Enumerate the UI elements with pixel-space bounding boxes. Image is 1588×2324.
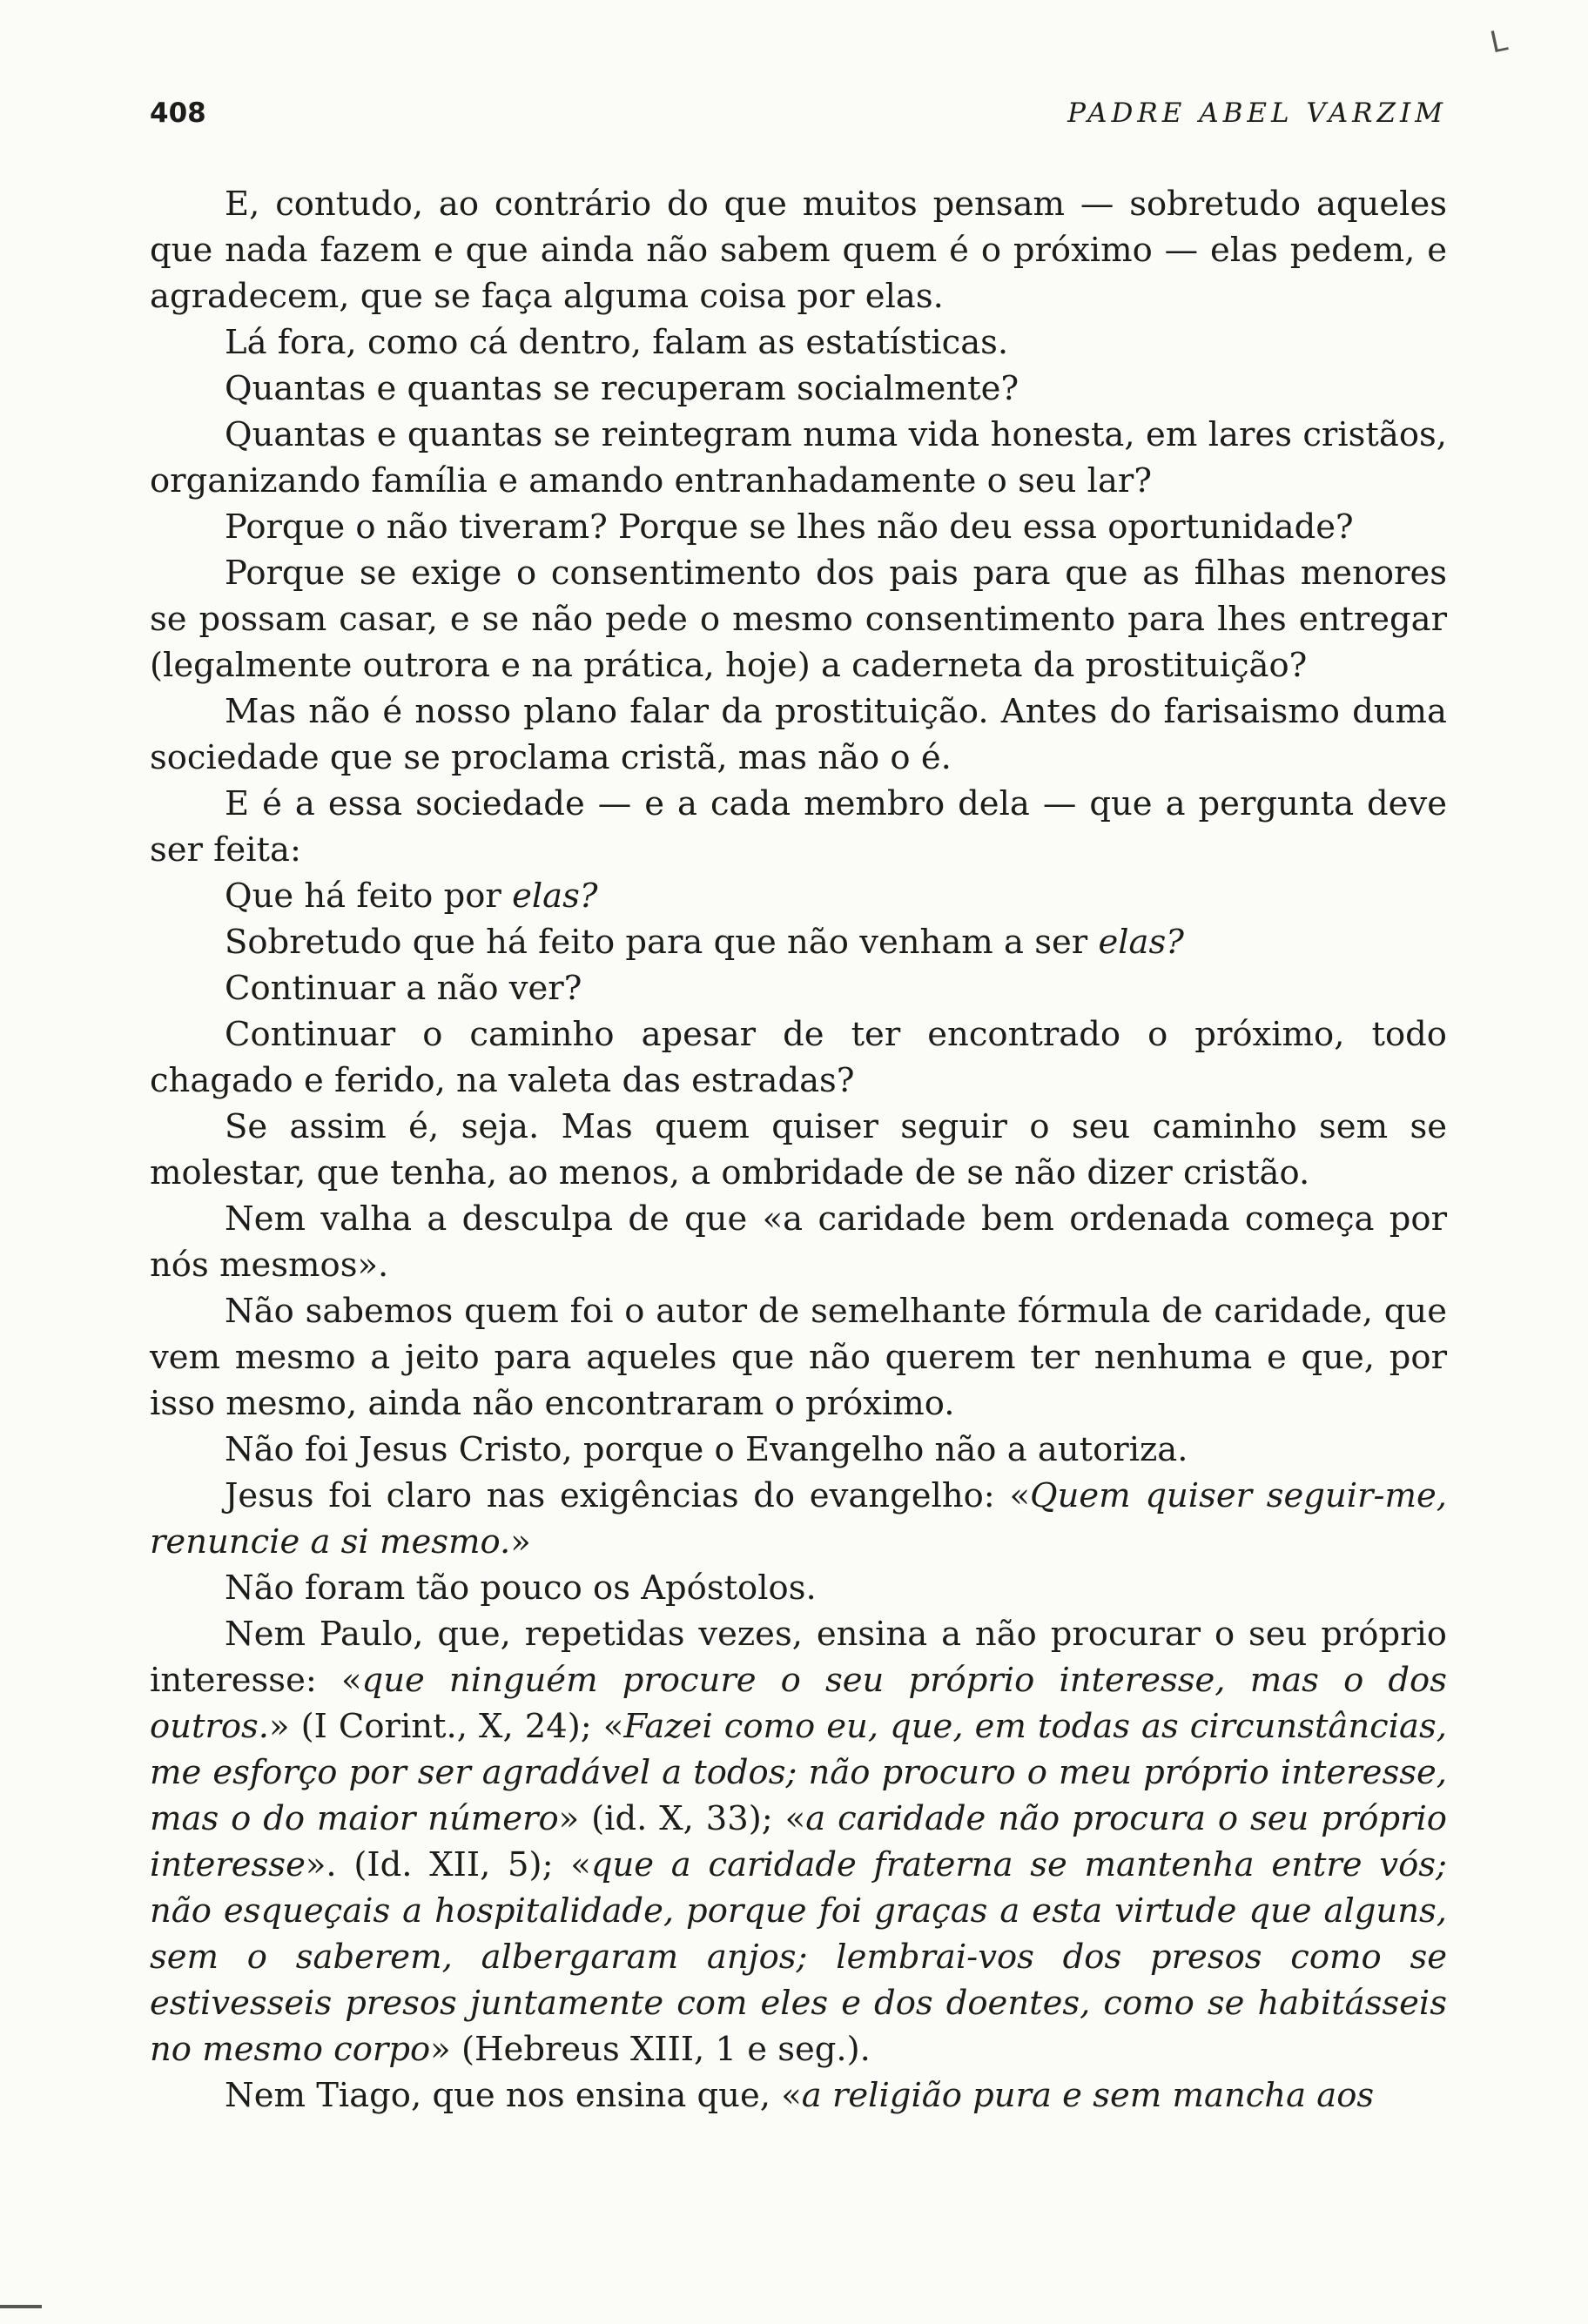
text-run: Lá fora, como cá dentro, falam as estatísticas. — [225, 323, 1009, 362]
paragraph — [150, 504, 1447, 550]
paragraph — [150, 366, 1447, 412]
paragraph — [150, 1104, 1447, 1196]
body-text — [150, 181, 1447, 2119]
text-run: Continuar a não ver? — [225, 969, 582, 1008]
paragraph — [150, 1427, 1447, 1473]
text-run: Mas não é nosso plano falar da prostituição. Antes do farisaismo duma sociedade que se proclama cristã, mas não o é. — [150, 692, 1447, 777]
paragraph — [150, 781, 1447, 873]
paragraph — [150, 1473, 1447, 1565]
text-run: » (Hebreus XIII, 1 e seg.). — [430, 2030, 871, 2069]
paragraph — [150, 319, 1447, 366]
handwritten-mark: ᒪ — [1487, 23, 1511, 61]
text-run: » (I Corint., X, 24); « — [269, 1707, 624, 1746]
scan-smudge — [0, 2305, 42, 2308]
text-run: Sobretudo que há feito para que não venham a ser — [225, 923, 1099, 962]
text-run: Não foi Jesus Cristo, porque o Evangelho não a autoriza. — [225, 1430, 1188, 1469]
italic-text: elas? — [512, 877, 598, 916]
text-run: ». (Id. XII, 5); « — [305, 1845, 591, 1884]
text-run: E é a essa sociedade — e a cada membro dela — que a pergunta deve ser feita: — [150, 784, 1447, 870]
paragraph — [150, 688, 1447, 781]
page-number: 408 — [150, 97, 206, 129]
paragraph — [150, 1288, 1447, 1427]
text-run: Nem Tiago, que nos ensina que, « — [225, 2076, 802, 2115]
text-run: Quantas e quantas se recuperam socialmente? — [225, 369, 1019, 408]
italic-text: a religião pura e sem mancha aos — [801, 2076, 1375, 2115]
paragraph — [150, 412, 1447, 504]
paragraph — [150, 1196, 1447, 1288]
text-run: Nem Paulo, que, repetidas vezes, ensina a não procurar o seu próprio interesse: « — [150, 1615, 1447, 1700]
italic-text: elas? — [1098, 923, 1184, 962]
text-run: Continuar o caminho apesar de ter encontrado o próximo, todo chagado e ferido, na valeta das estradas? — [150, 1015, 1447, 1100]
text-run: Porque o não tiveram? Porque se lhes não deu essa oportunidade? — [225, 507, 1354, 547]
text-run: » (id. X, 33); « — [558, 1799, 806, 1838]
italic-text: Quem quiser seguir-me, renuncie a si mesmo. — [150, 1476, 1447, 1562]
text-run: Se assim é, seja. Mas quem quiser seguir o seu caminho sem se molestar, que tenha, ao menos, a ombridade de se não dizer cristão. — [150, 1107, 1447, 1192]
italic-text: Fazei como eu, que, em todas as circunstâncias, me esforço por ser agradável a todos; não procuro o meu próprio interesse, mas o do maior número — [150, 1707, 1447, 1838]
page-header — [150, 97, 1447, 141]
text-run: Não sabemos quem foi o autor de semelhante fórmula de caridade, que vem mesmo a jeito para aqueles que não querem ter nenhuma e que, por isso mesmo, ainda não encontraram o próximo. — [150, 1292, 1447, 1423]
paragraph — [150, 919, 1447, 965]
paragraph — [150, 550, 1447, 688]
text-run: E, contudo, ao contrário do que muitos pensam — sobretudo aqueles que nada fazem e que ainda não sabem quem é o próximo — elas pedem, e agradecem, que se faça alguma coisa por elas. — [150, 185, 1447, 316]
running-title: PADRE ABEL VARZIM — [1067, 97, 1447, 129]
text-run: Nem valha a desculpa de que «a caridade bem ordenada começa por nós mesmos». — [150, 1199, 1447, 1285]
paragraph — [150, 2072, 1447, 2119]
paragraph — [150, 965, 1447, 1011]
paragraph — [150, 1565, 1447, 1611]
paragraph — [150, 1011, 1447, 1104]
paragraph — [150, 873, 1447, 919]
italic-text: que ninguém procure o seu próprio interesse, mas o dos outros. — [150, 1661, 1447, 1746]
italic-text: a caridade não procura o seu próprio interesse — [150, 1799, 1447, 1884]
paragraph — [150, 1611, 1447, 2072]
text-run: Porque se exige o consentimento dos pais para que as filhas menores se possam casar, e se não pede o mesmo consentimento para lhes entregar (legalmente outrora e na prática, hoje) a caderneta da prostituição? — [150, 554, 1447, 685]
text-run: Que há feito por — [225, 877, 513, 916]
text-run: Quantas e quantas se reintegram numa vida honesta, em lares cristãos, organizando família e amando entranhadamente o seu lar? — [150, 415, 1447, 500]
paragraph — [150, 181, 1447, 319]
text-run: Jesus foi claro nas exigências do evangelho: « — [225, 1476, 1031, 1515]
text-run: Não foram tão pouco os Apóstolos. — [225, 1568, 817, 1608]
italic-text: que a caridade fraterna se mantenha entre vós; não esqueçais a hospitalidade, porque foi graças a esta virtude que alguns, sem o saberem, albergaram anjos; lembrai-vos dos presos como se estivesseis presos juntamente com eles e dos doentes, como se habitásseis no mesmo corpo — [150, 1845, 1447, 2069]
text-run: » — [510, 1522, 531, 1562]
